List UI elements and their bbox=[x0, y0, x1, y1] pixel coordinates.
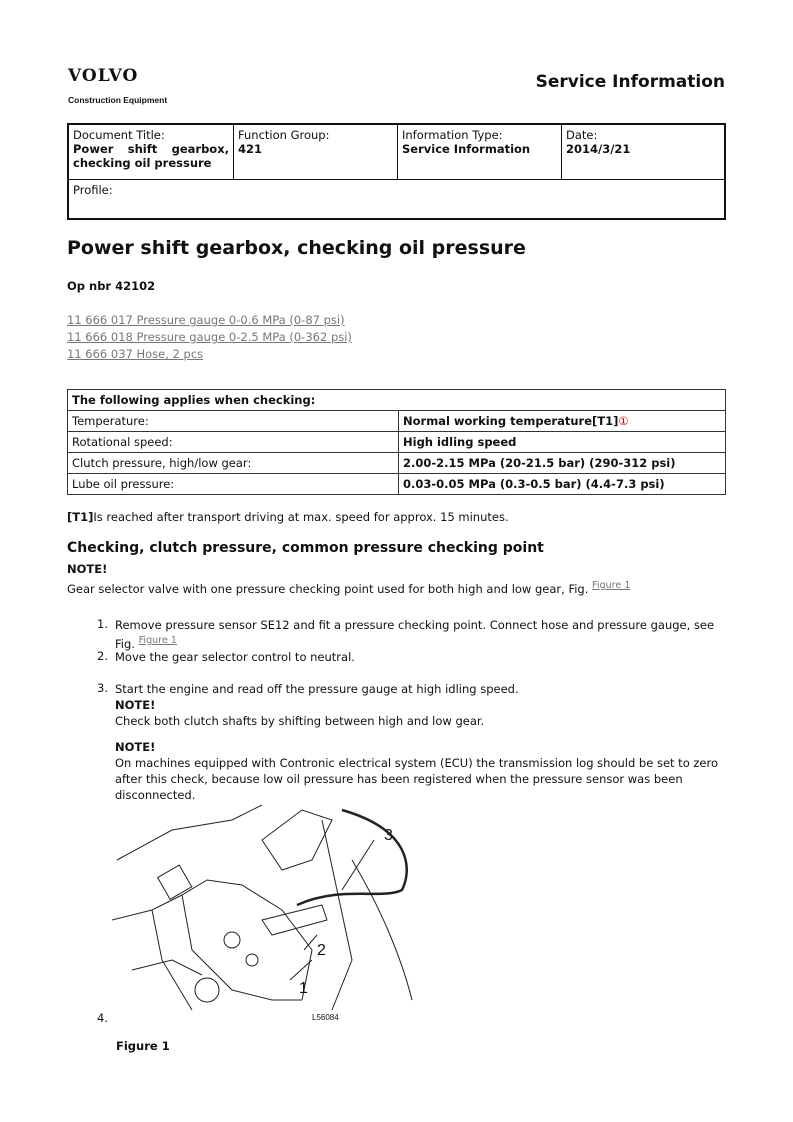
label: Date: bbox=[566, 128, 598, 142]
step-text: Move the gear selector control to neutral. bbox=[115, 650, 355, 664]
step-text: Start the engine and read off the pressure gauge at high idling speed. bbox=[115, 682, 519, 696]
step-text: Remove pressure sensor SE12 and fit a pressure checking point. Connect hose and pressure gauge, see Fig. bbox=[115, 618, 715, 651]
doc-title: Power shift gearbox, checking oil pressure bbox=[73, 142, 229, 170]
doc-title-cell bbox=[68, 124, 234, 180]
label: Document Title: bbox=[73, 128, 165, 142]
footnote-tag: [T1] bbox=[67, 510, 94, 524]
row-label: Temperature: bbox=[68, 411, 399, 432]
volvo-logo: VOLVO bbox=[68, 66, 139, 86]
info-type: Service Information bbox=[402, 142, 531, 156]
date-cell bbox=[562, 124, 726, 180]
row-value: Normal working temperature[T1] bbox=[403, 414, 619, 428]
row-label: Lube oil pressure: bbox=[68, 474, 399, 495]
date: 2014/3/21 bbox=[566, 142, 631, 156]
function-group-cell bbox=[234, 124, 398, 180]
note-body: Gear selector valve with one pressure checking point used for both high and low gear, Fig. bbox=[67, 581, 589, 596]
tool-link[interactable]: 11 666 037 Hose, 2 pcs bbox=[67, 347, 204, 361]
warning-icon[interactable]: ① bbox=[618, 414, 629, 428]
row-value: High idling speed bbox=[399, 432, 726, 453]
table-row bbox=[68, 432, 726, 453]
label: Information Type: bbox=[402, 128, 503, 142]
document-info-table bbox=[67, 123, 726, 220]
note-label: NOTE! bbox=[115, 740, 156, 754]
row-value: 2.00-2.15 MPa (20-21.5 bar) (290-312 psi) bbox=[399, 453, 726, 474]
profile-cell: Profile: bbox=[68, 180, 725, 220]
table-row bbox=[68, 453, 726, 474]
row-value: 0.03-0.05 MPa (0.3-0.5 bar) (4.4-7.3 psi) bbox=[399, 474, 726, 495]
step-number: 1. bbox=[97, 617, 108, 631]
table-row bbox=[68, 411, 726, 432]
callout-1: 1 bbox=[299, 980, 308, 997]
function-group: 421 bbox=[238, 142, 263, 156]
step-number: 4. bbox=[97, 1011, 108, 1025]
info-type-cell bbox=[398, 124, 562, 180]
table-row bbox=[68, 474, 726, 495]
figure-link[interactable]: Figure 1 bbox=[138, 635, 177, 646]
op-number: Op nbr 42102 bbox=[67, 279, 156, 293]
conditions-heading: The following applies when checking: bbox=[68, 390, 726, 411]
footnote-text: Is reached after transport driving at max. speed for approx. 15 minutes. bbox=[93, 510, 509, 524]
step-number: 3. bbox=[97, 681, 108, 695]
callout-2: 2 bbox=[317, 942, 326, 959]
tool-list bbox=[67, 312, 352, 363]
callout-3: 3 bbox=[384, 827, 393, 844]
logo-subtitle: Construction Equipment bbox=[68, 95, 168, 105]
note-text: On machines equipped with Contronic electrical system (ECU) the transmission log should be set to zero after this check, because low oil pressure has been registered when the pressure sensor was been disconnected. bbox=[115, 756, 719, 802]
gearbox-illustration bbox=[112, 800, 432, 1025]
note-text: Check both clutch shafts by shifting between high and low gear. bbox=[115, 714, 485, 728]
label: Function Group: bbox=[238, 128, 330, 142]
note-label: NOTE! bbox=[115, 698, 156, 712]
step-number: 2. bbox=[97, 649, 108, 663]
figure-caption: Figure 1 bbox=[116, 1039, 170, 1053]
footnote bbox=[67, 510, 509, 524]
conditions-table bbox=[67, 389, 726, 495]
row-label: Clutch pressure, high/low gear: bbox=[68, 453, 399, 474]
section-heading: Checking, clutch pressure, common pressure checking point bbox=[67, 540, 544, 556]
figure-link[interactable]: Figure 1 bbox=[592, 580, 631, 591]
page-title: Power shift gearbox, checking oil pressure bbox=[67, 237, 526, 259]
note-label: NOTE! bbox=[67, 562, 108, 576]
tool-link[interactable]: 11 666 017 Pressure gauge 0-0.6 MPa (0-87 psi) bbox=[67, 313, 345, 327]
document-type: Service Information bbox=[535, 72, 725, 92]
figure-ref: L56084 bbox=[312, 1013, 339, 1022]
note-text bbox=[67, 580, 630, 596]
row-label: Rotational speed: bbox=[68, 432, 399, 453]
tool-link[interactable]: 11 666 018 Pressure gauge 0-2.5 MPa (0-362 psi) bbox=[67, 330, 352, 344]
